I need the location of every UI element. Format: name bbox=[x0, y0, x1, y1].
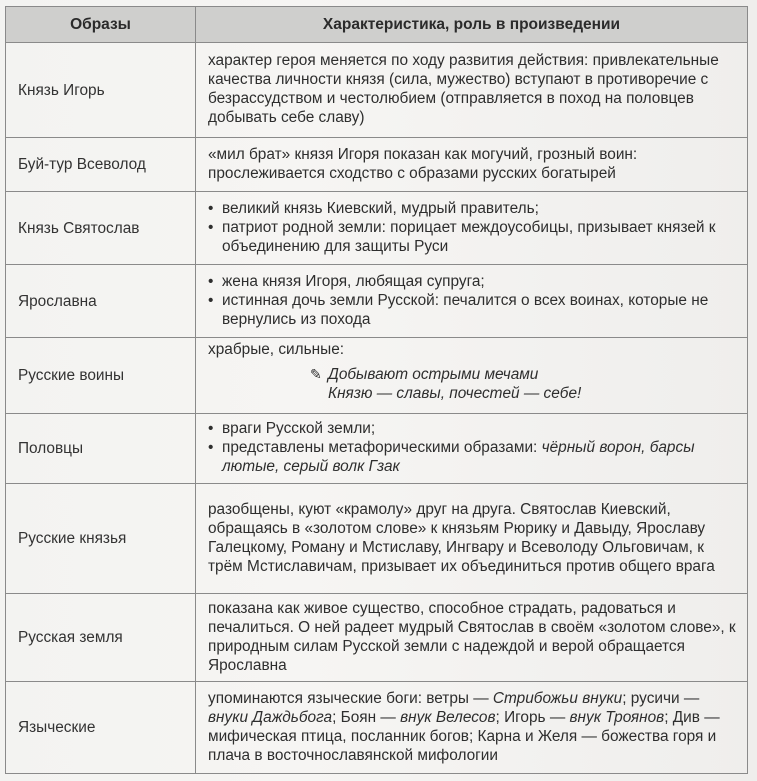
italic-part: внук Велесов bbox=[400, 708, 496, 726]
row-description: показана как живое существо, способное страдать, радоваться и печалиться. О ней радеет мудрый Святослав в своём «золотом слове», к природным силам Русской земли с надеждой и верой обращается Ярославна bbox=[196, 594, 748, 682]
bullet-italic-text: чёрный ворон, барсы лютые, серый волк Гзак bbox=[222, 439, 695, 475]
row-name: Князь Игорь bbox=[6, 43, 196, 138]
characters-table bbox=[5, 6, 748, 774]
row-name: Половцы bbox=[6, 414, 196, 484]
row-name: Русская земля bbox=[6, 594, 196, 682]
quote-line-1-text: Добывают острыми мечами bbox=[328, 366, 539, 383]
text-part: упоминаются языческие боги: ветры — bbox=[208, 689, 493, 707]
bullet-item: • великий князь Киевский, мудрый правитель; bbox=[208, 199, 737, 218]
table-row bbox=[6, 338, 748, 414]
row-name: Русские князья bbox=[6, 484, 196, 594]
bullet-text: представлены метафорическими образами: bbox=[222, 439, 542, 456]
row-description bbox=[196, 414, 748, 484]
row-description bbox=[196, 265, 748, 338]
text-part: ; Игорь — bbox=[495, 708, 570, 726]
header-images: Образы bbox=[6, 7, 196, 43]
row-description bbox=[196, 338, 748, 414]
italic-part: внук Троянов bbox=[569, 708, 665, 726]
italic-part: внуки Даждьбога bbox=[208, 708, 333, 726]
quote-line-1 bbox=[310, 365, 737, 384]
row-name: Князь Святослав bbox=[6, 192, 196, 265]
pen-icon: ✎ bbox=[310, 366, 322, 382]
row-name: Буй-тур Всеволод bbox=[6, 138, 196, 192]
poem-quote bbox=[208, 359, 737, 409]
bullet-item bbox=[208, 438, 737, 476]
text-part: ; Див — мифическая птица, посланник богов; Карна и Желя — божества горя и плача в восточнославянской мифологии bbox=[208, 708, 720, 764]
bullet-item: • патриот родной земли: порицает междоусобицы, призывает князей к объединению для защиты Руси bbox=[208, 218, 737, 256]
row-name: Русские воины bbox=[6, 338, 196, 414]
table-row bbox=[6, 594, 748, 682]
bullet-item: • истинная дочь земли Русской: печалится о всех воинах, которые не вернулись из похода bbox=[208, 291, 737, 329]
table-header-row bbox=[6, 7, 748, 43]
table-row bbox=[6, 138, 748, 192]
intro-text: храбрые, сильные: bbox=[208, 341, 345, 358]
row-description bbox=[196, 192, 748, 265]
italic-part: Стрибожьи внуки bbox=[492, 689, 623, 707]
row-description bbox=[196, 682, 748, 774]
table-row bbox=[6, 192, 748, 265]
row-description: «мил брат» князя Игоря показан как могучий, грозный воин: прослеживается сходство с образами русских богатырей bbox=[196, 138, 748, 192]
table-row bbox=[6, 265, 748, 338]
header-characteristic: Характеристика, роль в произведении bbox=[196, 7, 748, 43]
text-part: ; Боян — bbox=[332, 708, 401, 726]
table-row bbox=[6, 414, 748, 484]
table-row bbox=[6, 43, 748, 138]
quote-line-2: Князю — славы, почестей — себе! bbox=[328, 385, 582, 402]
table-row bbox=[6, 682, 748, 774]
row-name: Ярославна bbox=[6, 265, 196, 338]
table-row bbox=[6, 484, 748, 594]
bullet-item: • враги Русской земли; bbox=[208, 419, 737, 438]
row-name: Языческие bbox=[6, 682, 196, 774]
row-description: разобщены, куют «крамолу» друг на друга. Святослав Киевский, обращаясь в «золотом слове» к князьям Рюрику и Давыду, Ярославу Галецкому, Роману и Мстиславу, Ингвару и Всеволоду Ольговичам, к трём Мстиславичам, призывает их объединиться против общего врага bbox=[196, 484, 748, 594]
bullet-item: • жена князя Игоря, любящая супруга; bbox=[208, 272, 737, 291]
text-part: ; русичи — bbox=[622, 689, 700, 707]
row-description: характер героя меняется по ходу развития действия: привлекательные качества личности князя (сила, мужество) вступают в противоречие с безрассудством и честолюбием (отправляется в поход на половцев добывать себе славу) bbox=[196, 43, 748, 138]
